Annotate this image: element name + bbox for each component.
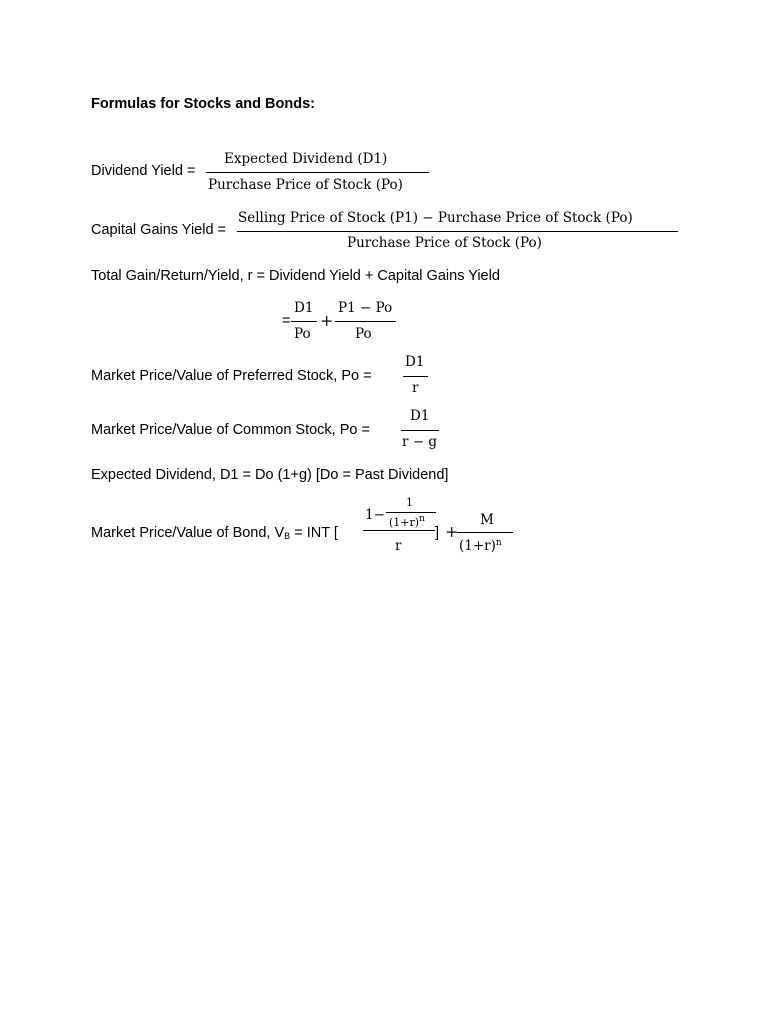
total-gain-plus: +: [320, 311, 334, 330]
total-gain-frac2-bar: [335, 321, 396, 322]
capital-gains-yield-label: Capital Gains Yield =: [91, 222, 227, 238]
total-gain-equals: =: [282, 313, 291, 329]
bond-plus: +: [445, 522, 459, 541]
common-stock-denominator: r − g: [402, 434, 437, 450]
total-gain-frac2-denominator: Po: [355, 326, 372, 342]
dividend-yield-label: Dividend Yield =: [91, 163, 196, 179]
total-gain-frac1-numerator: D1: [294, 300, 314, 316]
preferred-stock-numerator: D1: [405, 354, 425, 370]
total-gain-frac2-numerator: P1 − Po: [338, 300, 393, 316]
bond-inner-numerator: 1: [406, 496, 413, 509]
bond-label-suffix: = INT [: [290, 525, 338, 541]
bond-m-den-base: (1+r): [459, 538, 496, 554]
bond-m-den-exponent: n: [495, 538, 502, 548]
bond-m-fraction-bar: [457, 532, 513, 533]
dividend-yield-denominator: Purchase Price of Stock (Po): [208, 177, 403, 193]
bond-outer-fraction-bar: [363, 530, 435, 531]
bond-outer-denominator: r: [395, 538, 402, 554]
bond-label: [91, 525, 338, 541]
bond-one-minus: 1−: [365, 507, 385, 523]
preferred-stock-denominator: r: [412, 380, 419, 396]
total-gain-frac1-bar: [291, 321, 317, 322]
expected-dividend-label: Expected Dividend, D1 = Do (1+g) [Do = Past Dividend]: [91, 467, 449, 483]
total-gain-label: Total Gain/Return/Yield, r = Dividend Yield + Capital Gains Yield: [91, 268, 500, 284]
page-title: Formulas for Stocks and Bonds:: [91, 96, 315, 112]
bond-inner-denominator: [389, 514, 425, 529]
bond-inner-den-base: (1+r): [389, 516, 420, 529]
preferred-stock-label: Market Price/Value of Preferred Stock, Po =: [91, 368, 372, 384]
dividend-yield-numerator: Expected Dividend (D1): [224, 151, 388, 167]
common-stock-numerator: D1: [410, 408, 430, 424]
bond-label-subscript: B: [284, 531, 291, 541]
bond-m-numerator: M: [480, 512, 494, 528]
bond-label-prefix: Market Price/Value of Bond, V: [91, 525, 285, 541]
common-stock-label: Market Price/Value of Common Stock, Po =: [91, 422, 370, 438]
capital-gains-fraction-bar: [237, 231, 678, 232]
dividend-yield-fraction-bar: [206, 172, 429, 173]
capital-gains-numerator: Selling Price of Stock (P1) − Purchase Price of Stock (Po): [238, 210, 633, 226]
bond-close-bracket: ]: [435, 525, 440, 541]
common-stock-fraction-bar: [401, 430, 439, 431]
bond-inner-den-exponent: n: [419, 514, 425, 524]
bond-inner-fraction-bar: [386, 512, 436, 513]
preferred-stock-fraction-bar: [403, 376, 428, 377]
total-gain-frac1-denominator: Po: [294, 326, 311, 342]
bond-m-denominator: [459, 538, 502, 554]
capital-gains-denominator: Purchase Price of Stock (Po): [347, 235, 542, 251]
